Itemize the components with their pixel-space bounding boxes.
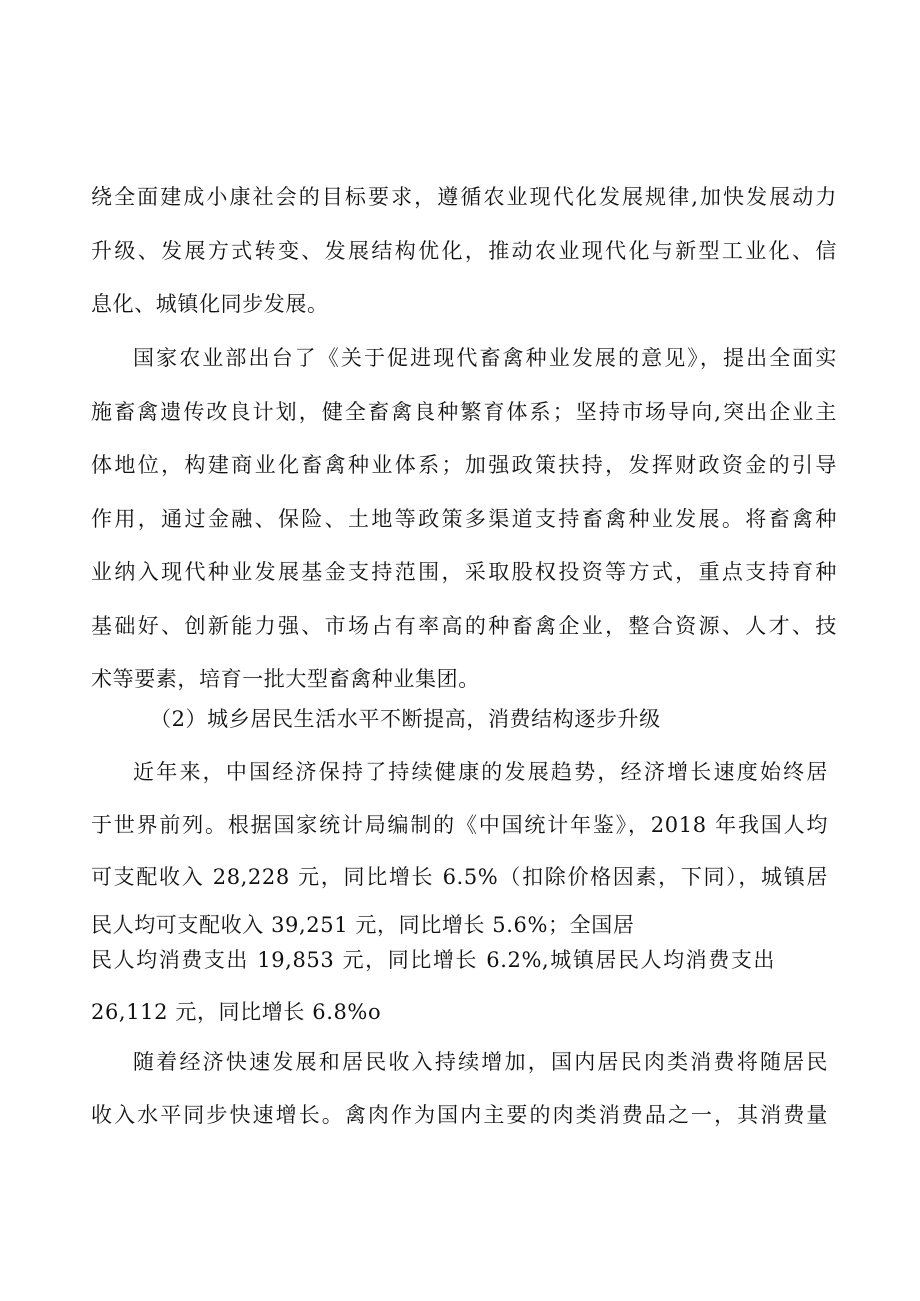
paragraph-3-line-3: 可支配收入 28,228 元，同比增长 6.5%（扣除价格因素，下同），城镇居 xyxy=(91,865,828,889)
paragraph-1-line-1: 绕全面建成小康社会的目标要求，遵循农业现代化发展规律,加快发展动力 xyxy=(91,185,837,209)
paragraph-2-line-1: 国家农业部出台了《关于促进现代畜禽种业发展的意见》，提出全面实 xyxy=(133,346,837,370)
paragraph-1-line-3: 息化、城镇化同步发展。 xyxy=(91,292,329,316)
paragraph-2-line-2: 施畜禽遗传改良计划，健全畜禽良种繁育体系；坚持市场导向,突出企业主 xyxy=(91,400,837,424)
paragraph-3-line-4: 民人均可支配收入 39,251 元，同比增长 5.6%；全国居 xyxy=(91,913,635,937)
paragraph-2-line-6: 基础好、创新能力强、市场占有率高的种畜禽企业，整合资源、人才、技 xyxy=(91,614,837,638)
paragraph-4-line-1: 随着经济快速发展和居民收入持续增加，国内居民肉类消费将随居民 xyxy=(133,1050,828,1074)
paragraph-3-line-6: 26,112 元，同比增长 6.8%o xyxy=(91,1000,382,1024)
paragraph-2-line-3: 体地位，构建商业化畜禽种业体系；加强政策扶持，发挥财政资金的引导 xyxy=(91,453,837,477)
paragraph-3-line-1: 近年来，中国经济保持了持续健康的发展趋势，经济增长速度始终居 xyxy=(133,760,828,784)
paragraph-2-line-5: 业纳入现代种业发展基金支持范围，采取股权投资等方式，重点支持育种 xyxy=(91,560,837,584)
paragraph-1-line-2: 升级、发展方式转变、发展结构优化，推动农业现代化与新型工业化、信 xyxy=(91,239,837,263)
section-heading: （2）城乡居民生活水平不断提高，消费结构逐步升级 xyxy=(150,707,661,731)
paragraph-2-line-4: 作用，通过金融、保险、土地等政策多渠道支持畜禽种业发展。将畜禽种 xyxy=(91,507,837,531)
paragraph-3-line-5: 民人均消费支出 19,853 元，同比增长 6.2%,城镇居民人均消费支出 xyxy=(91,948,775,972)
paragraph-3-line-2: 于世界前列。根据国家统计局编制的《中国统计年鉴》，2018 年我国人均 xyxy=(91,813,828,837)
paragraph-2-line-7: 术等要素，培育一批大型畜禽种业集团。 xyxy=(91,667,480,691)
paragraph-4-line-2: 收入水平同步快速增长。禽肉作为国内主要的肉类消费品之一，其消费量 xyxy=(91,1103,828,1127)
